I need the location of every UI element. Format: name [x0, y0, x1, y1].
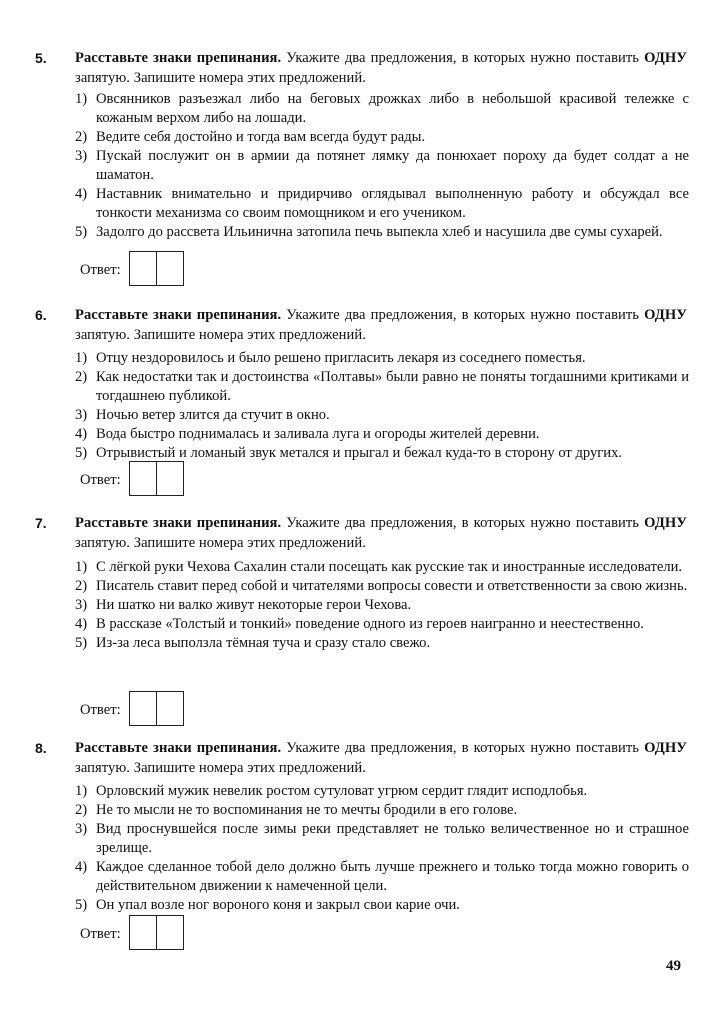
sentence-text: Писатель ставит перед собой и читателями вопросы совести и ответственности за свою жизнь. — [96, 578, 688, 594]
page-number: 49 — [666, 958, 681, 974]
instruction-bold: Расставьте знаки препинания. — [75, 740, 282, 756]
sentence-number: 3) — [75, 148, 88, 164]
sentence-number: 3) — [75, 821, 88, 837]
answer-cell-2[interactable] — [156, 252, 183, 285]
sentence-number: 1) — [75, 91, 88, 107]
sentence-item — [75, 185, 689, 223]
sentence-number: 3) — [75, 407, 88, 423]
sentence-text: Ведите себя достойно и тогда вам всегда будут рады. — [96, 129, 426, 145]
sentence-item — [75, 896, 689, 915]
sentence-item — [75, 782, 689, 801]
answer-cell-1[interactable] — [130, 252, 156, 285]
sentence-text: Не то мысли не то воспоминания не то мечты бродили в его голове. — [96, 802, 518, 818]
sentence-text: Наставник внимательно и придирчиво оглядывал выполненную работу и обсуждал все тонкости механизма со своим помощником и его учеником. — [96, 186, 689, 221]
instruction-text-end: запятую. Запишите номера этих предложений. — [75, 326, 366, 343]
sentence-item — [75, 368, 689, 406]
instruction-bold: Расставьте знаки препинания. — [75, 50, 282, 66]
sentence-item — [75, 349, 689, 368]
sentence-item — [75, 425, 689, 444]
sentence-number: 4) — [75, 616, 88, 632]
sentence-list — [75, 349, 689, 463]
sentence-item — [75, 820, 689, 858]
sentence-number: 4) — [75, 426, 88, 442]
instruction-emphasis: ОДНУ — [644, 740, 687, 756]
sentence-text: Ночью ветер злится да стучит в окно. — [96, 407, 330, 423]
sentence-text: Ни шатко ни валко живут некоторые герои Чехова. — [96, 597, 412, 613]
sentence-text: Задолго до рассвета Ильинична затопила печь выпекла хлеб и насушила две сумы сухарей. — [96, 224, 663, 240]
sentence-item — [75, 858, 689, 896]
instruction-bold: Расставьте знаки препинания. — [75, 307, 282, 323]
task-number: 7. — [35, 515, 47, 531]
sentence-text: Орловский мужик невелик ростом сутуловат угрюм сердит глядит исподлобья. — [96, 783, 588, 799]
sentence-number: 4) — [75, 859, 88, 875]
task-instruction — [75, 514, 687, 553]
answer-box[interactable] — [129, 461, 184, 496]
sentence-item — [75, 128, 689, 147]
sentence-number: 1) — [75, 783, 88, 799]
sentence-text: Отцу нездоровилось и было решено пригласить лекаря из соседнего поместья. — [96, 350, 586, 366]
answer-box[interactable] — [129, 251, 184, 286]
sentence-number: 5) — [75, 445, 88, 461]
sentence-text: Отрывистый и ломаный звук метался и прыгал и бежал куда-то в сторону от других. — [96, 445, 623, 461]
answer-cell-2[interactable] — [156, 462, 183, 495]
instruction-text: Укажите два предложения, в которых нужно поставить — [281, 50, 645, 66]
sentence-text: В рассказе «Толстый и тонкий» поведение одного из героев наигранно и неестественно. — [96, 616, 644, 632]
answer-box[interactable] — [129, 915, 184, 950]
sentence-item — [75, 90, 689, 128]
sentence-number: 5) — [75, 897, 88, 913]
answer-label: Ответ: — [80, 702, 121, 718]
sentence-text: Из-за леса выползла тёмная туча и сразу стало свежо. — [96, 635, 431, 651]
sentence-number: 2) — [75, 802, 88, 818]
sentence-list — [75, 558, 689, 653]
answer-cell-2[interactable] — [156, 692, 183, 725]
sentence-item — [75, 558, 689, 577]
sentence-text: Вода быстро поднималась и заливала луга и огороды жителей деревни. — [96, 426, 540, 442]
instruction-emphasis: ОДНУ — [644, 515, 687, 531]
sentence-text: Он упал возле ног вороного коня и закрыл свои карие очи. — [96, 897, 460, 913]
task-instruction — [75, 49, 687, 88]
instruction-text-end: запятую. Запишите номера этих предложений. — [75, 534, 366, 551]
sentence-item — [75, 147, 689, 185]
sentence-text: Каждое сделанное тобой дело должно быть лучше прежнего и только тогда можно говорить о действительном движении к намеченной цели. — [96, 859, 689, 894]
sentence-number: 2) — [75, 578, 88, 594]
answer-label: Ответ: — [80, 926, 121, 942]
sentence-number: 5) — [75, 635, 88, 651]
sentence-item — [75, 615, 689, 634]
sentence-text: Вид проснувшейся после зимы реки представляет не только величественное но и страшное зрелище. — [96, 821, 689, 856]
answer-label: Ответ: — [80, 262, 121, 278]
sentence-number: 5) — [75, 224, 88, 240]
sentence-item — [75, 406, 689, 425]
task-number: 8. — [35, 740, 47, 756]
sentence-item — [75, 577, 689, 596]
instruction-emphasis: ОДНУ — [644, 307, 687, 323]
instruction-emphasis: ОДНУ — [644, 50, 687, 66]
sentence-item — [75, 634, 689, 653]
instruction-bold: Расставьте знаки препинания. — [75, 515, 282, 531]
answer-cell-1[interactable] — [130, 462, 156, 495]
instruction-text: Укажите два предложения, в которых нужно поставить — [281, 515, 645, 531]
instruction-text: Укажите два предложения, в которых нужно поставить — [281, 740, 645, 756]
sentence-text: Как недостатки так и достоинства «Полтавы» были равно не поняты тогдашними критиками и тогдашнею публикой. — [96, 369, 689, 404]
sentence-item — [75, 223, 689, 242]
sentence-number: 2) — [75, 369, 88, 385]
instruction-text-end: запятую. Запишите номера этих предложений. — [75, 69, 366, 86]
sentence-item — [75, 596, 689, 615]
sentence-text: Овсянников разъезжал либо на беговых дрожках либо в небольшой красивой тележке с кожаным верхом либо на лошади. — [96, 91, 689, 126]
sentence-list — [75, 782, 689, 915]
sentence-number: 2) — [75, 129, 88, 145]
sentence-number: 1) — [75, 350, 88, 366]
sentence-text: Пускай послужит он в армии да потянет лямку да понюхает пороху да будет солдат а не шаматон. — [96, 148, 689, 183]
sentence-list — [75, 90, 689, 242]
answer-cell-1[interactable] — [130, 692, 156, 725]
instruction-text: Укажите два предложения, в которых нужно поставить — [281, 307, 645, 323]
sentence-number: 3) — [75, 597, 88, 613]
task-number: 5. — [35, 50, 47, 66]
answer-box[interactable] — [129, 691, 184, 726]
answer-label: Ответ: — [80, 472, 121, 488]
answer-cell-2[interactable] — [156, 916, 183, 949]
sentence-number: 4) — [75, 186, 88, 202]
task-instruction — [75, 306, 687, 345]
instruction-text-end: запятую. Запишите номера этих предложений. — [75, 759, 366, 776]
sentence-number: 1) — [75, 559, 88, 575]
answer-cell-1[interactable] — [130, 916, 156, 949]
task-instruction — [75, 739, 687, 778]
sentence-text: С лёгкой руки Чехова Сахалин стали посещать как русские так и иностранные исследователи. — [96, 559, 683, 575]
sentence-item — [75, 801, 689, 820]
task-number: 6. — [35, 307, 47, 323]
